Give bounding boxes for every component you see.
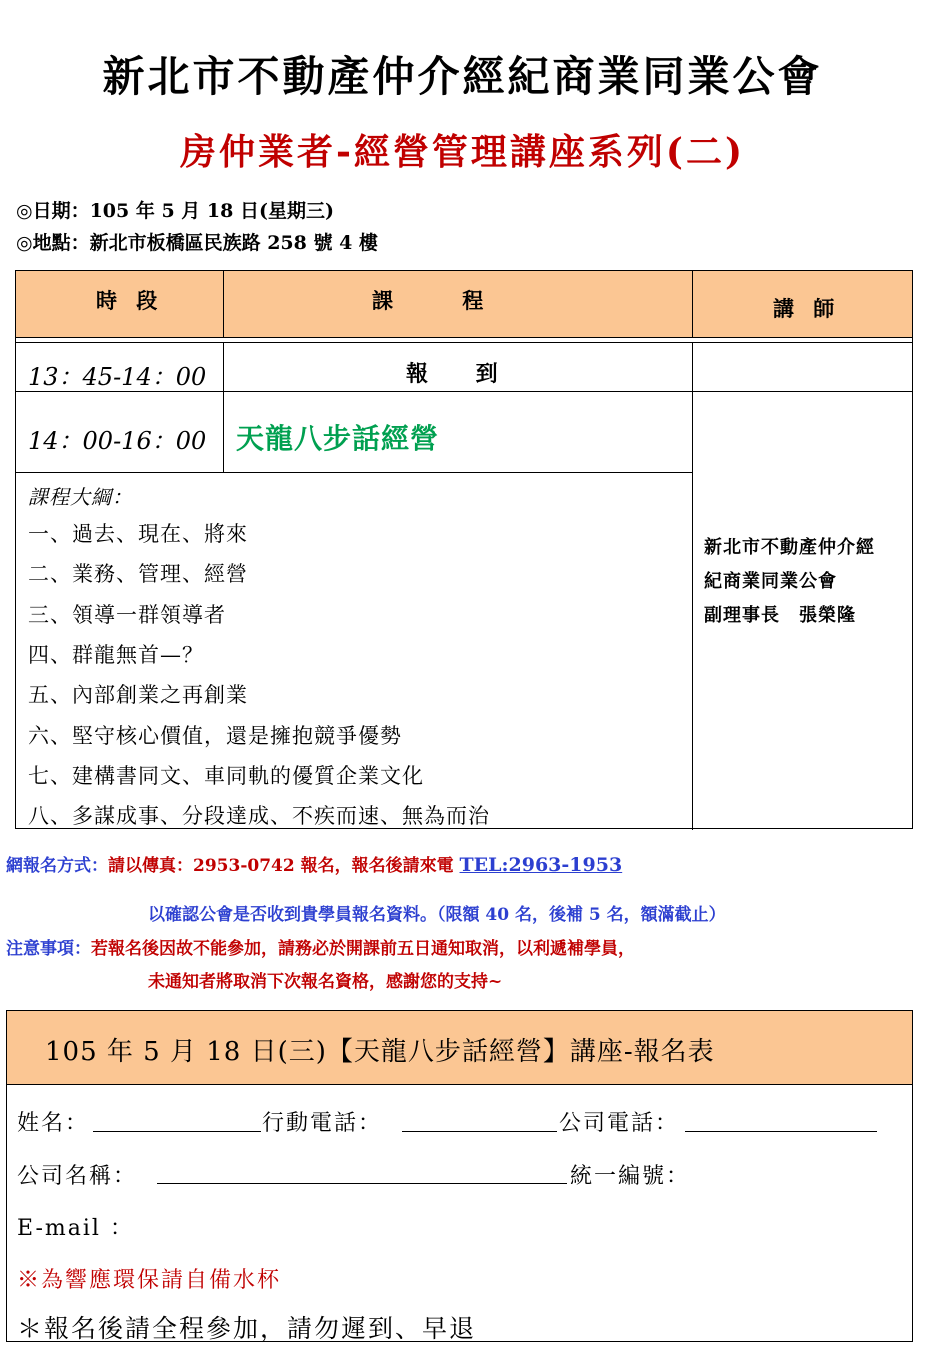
outline-item: 六、堅守核心價值，還是擁抱競爭優勢: [28, 724, 402, 748]
row-divider: [223, 342, 224, 472]
notice: [6, 934, 635, 959]
mobile-label: 行動電話：: [262, 1111, 383, 1136]
company-phone-label: 公司電話：: [559, 1111, 680, 1136]
column-header-time: 時 段: [96, 288, 164, 313]
outline-item: 一、過去、現在、將來: [28, 522, 248, 546]
teacher-line: 新北市不動產仲介經: [704, 537, 875, 558]
outline-item: 五、內部創業之再創業: [28, 683, 248, 707]
teacher-line: 副理事長 張榮隆: [704, 605, 856, 626]
column-header-teacher: 講 師: [773, 296, 841, 321]
company-name-field[interactable]: [157, 1183, 567, 1184]
outline-item: 七、建構書同文、車同軌的優質企業文化: [28, 764, 424, 788]
name-label: 姓名：: [17, 1111, 90, 1136]
teacher-column-divider: [692, 342, 693, 830]
cup-notice: ※為響應環保請自備水杯: [17, 1268, 282, 1293]
notice-text: 若報名後因故不能參加，請務必於開課前五日通知取消，以利遞補學員，: [91, 939, 635, 959]
registration-confirm: 以確認公會是否收到貴學員報名資料。（限額 40 名，後補 5 名，額滿截止）: [148, 905, 726, 925]
company-phone-field[interactable]: [685, 1131, 877, 1132]
form-title: 105 年 5 月 18 日(三)【天龍八步話經營】講座-報名表: [45, 1037, 715, 1067]
outline-item: 四、群龍無首—？: [28, 643, 204, 667]
notice-label: 注意事項：: [6, 939, 91, 959]
header-divider: [692, 271, 693, 338]
time-slot-lecture: 14：00-16：00: [28, 427, 207, 455]
registration-form: [6, 1010, 913, 1342]
teacher-line: 紀商業同業公會: [704, 571, 837, 592]
event-date: ◎日期：105 年 5 月 18 日(星期三): [16, 200, 334, 222]
header-separator: [16, 342, 912, 343]
outline-item: 三、領導一群領導者: [28, 603, 226, 627]
event-location: ◎地點：新北市板橋區民族路 258 號 4 樓: [16, 232, 378, 254]
outline-item: 八、多謀成事、分段達成、不疾而速、無為而治: [28, 804, 490, 828]
registration-method-label: 網報名方式：: [6, 856, 108, 876]
name-field[interactable]: [93, 1131, 261, 1132]
checkin-label: 報 到: [406, 361, 498, 387]
column-header-course: 課 程: [372, 288, 490, 313]
header-divider: [223, 271, 224, 338]
organization-title: 新北市不動產仲介經紀商業同業公會: [102, 52, 823, 101]
email-label: E-mail ：: [17, 1216, 134, 1241]
outline-title: 課程大綱：: [28, 485, 133, 509]
registration-method-text: 請以傳真：2953-0742 報名，報名後請來電: [108, 856, 460, 876]
tax-id-label: 統一編號：: [570, 1164, 691, 1189]
seminar-title: 房仲業者-經營管理講座系列(二): [179, 131, 745, 173]
attend-notice: ＊報名後請全程參加，請勿遲到、早退: [17, 1314, 477, 1343]
form-header: [7, 1011, 912, 1085]
tel-link[interactable]: TEL:2963-1953: [459, 854, 623, 876]
schedule-table: [15, 270, 913, 829]
time-slot-checkin: 13：45-14：00: [28, 363, 207, 391]
company-name-label: 公司名稱：: [17, 1164, 138, 1189]
row-separator: [16, 391, 912, 392]
row-separator: [16, 472, 693, 473]
notice-text-2: 未通知者將取消下次報名資格，感謝您的支持~: [148, 972, 503, 992]
registration-method: [6, 851, 622, 876]
mobile-field[interactable]: [402, 1131, 557, 1132]
course-title: 天龍八步話經營: [236, 422, 440, 455]
outline-item: 二、業務、管理、經營: [28, 562, 248, 586]
